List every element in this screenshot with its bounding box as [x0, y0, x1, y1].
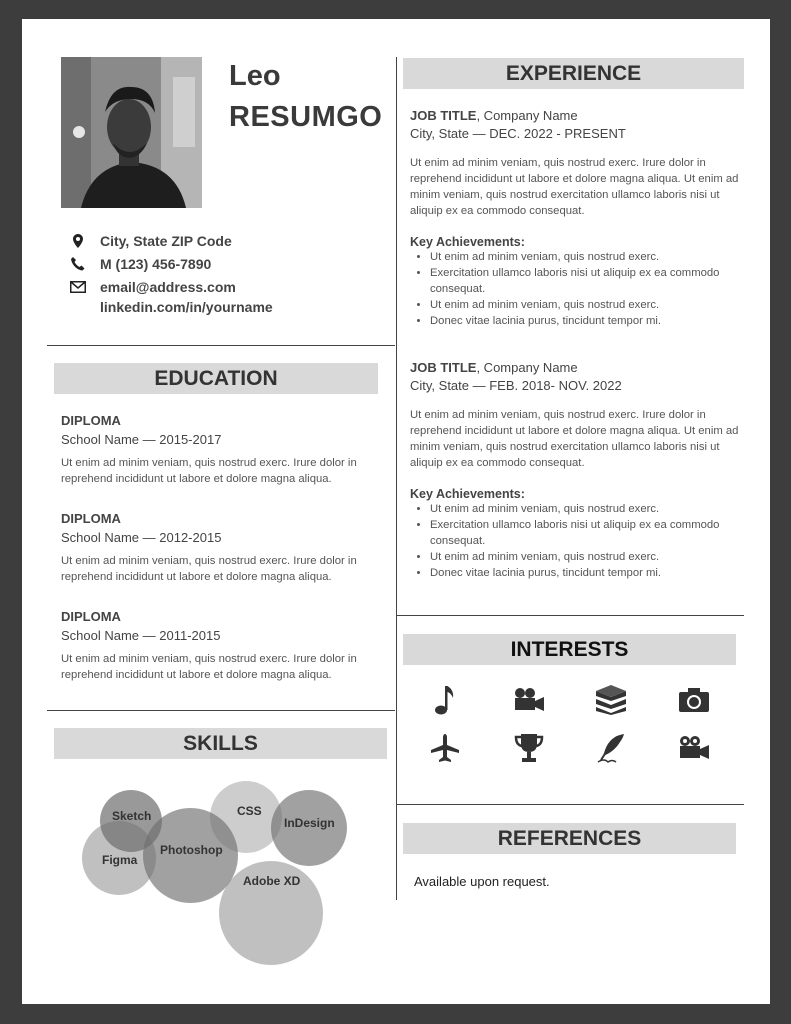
phone-text: M (123) 456-7890: [100, 256, 212, 272]
location-pin-icon: [66, 233, 90, 249]
contact-email: [66, 279, 236, 295]
achievements-list: [410, 249, 740, 329]
education-degree: DIPLOMA: [61, 413, 121, 428]
job-title-line: [410, 108, 740, 123]
first-name: Leo: [229, 60, 281, 92]
references-text: Available upon request.: [414, 874, 550, 889]
profile-photo: [61, 57, 202, 208]
music-note-icon: [427, 682, 463, 718]
video-camera-icon: [511, 682, 547, 718]
job-title: JOB TITLE: [410, 360, 477, 375]
phone-icon: [66, 256, 90, 272]
achievement-item: • Ut enim ad minim veniam, quis nostrud exerc.: [430, 549, 740, 565]
achievements-list: [410, 501, 740, 581]
achievement-item: • Donec vitae lacinia purus, tincidunt tempor mi.: [430, 565, 740, 581]
interests-heading: INTERESTS: [403, 634, 736, 665]
contact-address: [66, 233, 232, 249]
email-text[interactable]: email@address.com: [100, 279, 236, 295]
last-name: RESUMGO: [229, 101, 383, 133]
column-divider: [396, 57, 397, 900]
job-desc: Ut enim ad minim veniam, quis nostrud exerc. Irure dolor in reprehend incididunt ut labore et dolore magna aliqua. Ut enim ad minim veniam, quis nostrud exercitation ullamco laboris nisi ut aliquip ex ea commodo consequat.: [410, 409, 739, 469]
contact-phone: [66, 256, 211, 272]
skill-label-photoshop: Photoshop: [160, 843, 223, 857]
address-text: City, State ZIP Code: [100, 233, 232, 249]
envelope-icon: [66, 279, 90, 295]
resume-page: [22, 19, 770, 1004]
movie-camera-icon: [676, 730, 712, 766]
feather-pen-icon: [593, 730, 629, 766]
achievement-item: • Ut enim ad minim veniam, quis nostrud exerc.: [430, 501, 740, 517]
education-heading: EDUCATION: [54, 363, 378, 394]
education-degree: DIPLOMA: [61, 609, 121, 624]
divider-left-2: [47, 710, 395, 711]
divider-right-2: [396, 804, 744, 805]
skills-heading: SKILLS: [54, 728, 387, 759]
camera-icon: [676, 682, 712, 718]
job-desc: Ut enim ad minim veniam, quis nostrud exerc. Irure dolor in reprehend incididunt ut labore et dolore magna aliqua. Ut enim ad minim veniam, quis nostrud exercitation ullamco laboris nisi ut aliquip ex ea commodo consequat.: [410, 157, 739, 217]
contact-linkedin: [100, 299, 273, 315]
education-school: School Name — 2012-2015: [61, 530, 222, 545]
achievement-item: • Donec vitae lacinia purus, tincidunt tempor mi.: [430, 313, 740, 329]
skill-label-figma: Figma: [102, 853, 138, 867]
education-item-2: [61, 511, 371, 585]
books-icon: [593, 682, 629, 718]
job-company: , Company Name: [476, 108, 578, 123]
linkedin-text[interactable]: linkedin.com/in/yourname: [100, 299, 273, 315]
job-entry-1: [410, 108, 740, 329]
references-heading: REFERENCES: [403, 823, 736, 854]
job-title-line: [410, 360, 740, 375]
airplane-icon: [427, 730, 463, 766]
education-item-1: [61, 413, 371, 487]
skill-label-indesign: InDesign: [284, 816, 335, 830]
experience-heading: EXPERIENCE: [403, 58, 744, 89]
divider-left-1: [47, 345, 395, 346]
education-degree: DIPLOMA: [61, 511, 121, 526]
education-item-3: [61, 609, 371, 683]
achievement-item: • Exercitation ullamco laboris nisi ut aliquip ex ea commodo consequat.: [430, 517, 740, 549]
job-location: City, State — DEC. 2022 - PRESENT: [410, 126, 626, 141]
achievement-item: • Exercitation ullamco laboris nisi ut aliquip ex ea commodo consequat.: [430, 265, 740, 297]
trophy-icon: [511, 730, 547, 766]
achievement-item: • Ut enim ad minim veniam, quis nostrud exerc.: [430, 249, 740, 265]
education-desc: Ut enim ad minim veniam, quis nostrud exerc. Irure dolor in reprehend incididunt ut labore et dolore magna aliqua.: [61, 653, 357, 681]
job-company: , Company Name: [476, 360, 578, 375]
education-school: School Name — 2011-2015: [61, 628, 221, 643]
job-entry-2: [410, 360, 740, 581]
key-achievements-label: Key Achievements:: [410, 235, 525, 249]
key-achievements-label: Key Achievements:: [410, 487, 525, 501]
job-title: JOB TITLE: [410, 108, 477, 123]
skill-label-adobexd: Adobe XD: [243, 874, 301, 888]
divider-right-1: [396, 615, 744, 616]
education-desc: Ut enim ad minim veniam, quis nostrud exerc. Irure dolor in reprehend incididunt ut labore et dolore magna aliqua.: [61, 555, 357, 583]
achievement-item: • Ut enim ad minim veniam, quis nostrud exerc.: [430, 297, 740, 313]
skill-label-css: CSS: [237, 804, 262, 818]
education-desc: Ut enim ad minim veniam, quis nostrud exerc. Irure dolor in reprehend incididunt ut labore et dolore magna aliqua.: [61, 457, 357, 485]
job-location: City, State — FEB. 2018- NOV. 2022: [410, 378, 622, 393]
education-school: School Name — 2015-2017: [61, 432, 222, 447]
skill-label-sketch: Sketch: [112, 809, 152, 823]
